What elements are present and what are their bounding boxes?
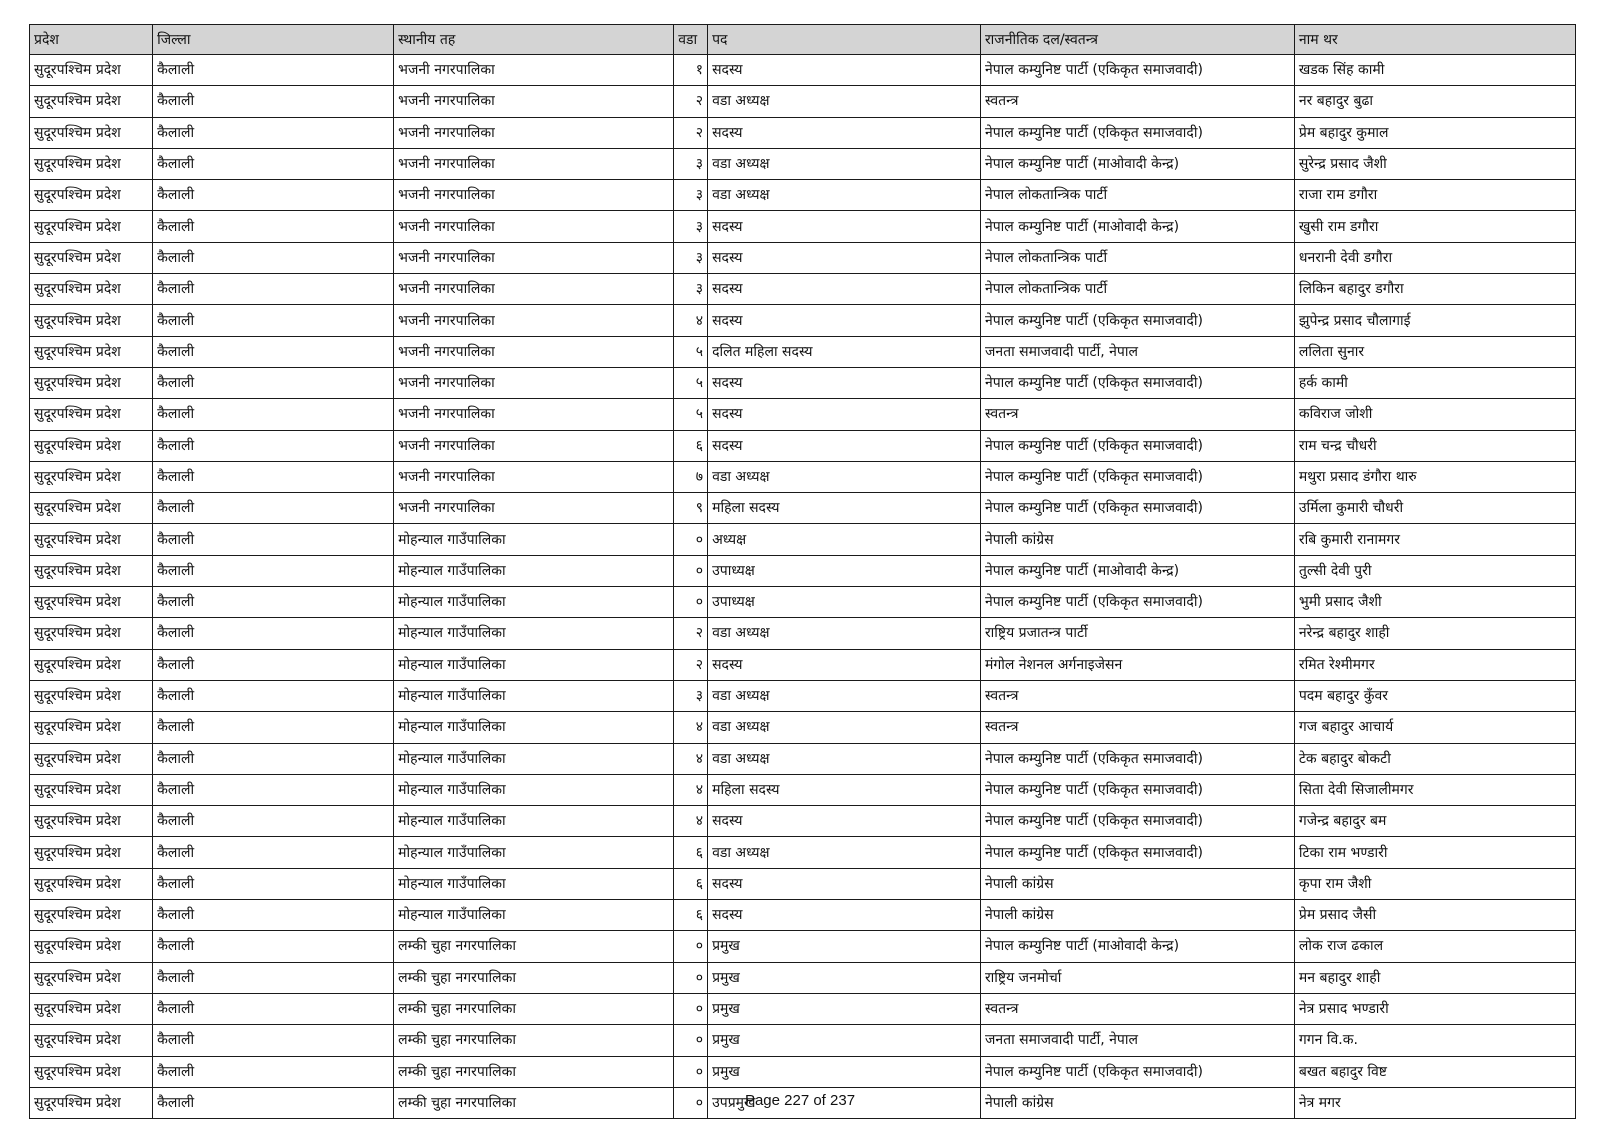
party-cell: नेपाल लोकतान्त्रिक पार्टी xyxy=(980,242,1294,273)
post-cell: प्रमुख xyxy=(708,962,981,993)
ward-cell: २ xyxy=(674,117,708,148)
header-party: राजनीतिक दल/स्वतन्त्र xyxy=(980,25,1294,55)
party-cell: जनता समाजवादी पार्टी, नेपाल xyxy=(980,1025,1294,1056)
local-level-cell: लम्की चुहा नगरपालिका xyxy=(394,931,674,962)
header-local-level: स्थानीय तह xyxy=(394,25,674,55)
table-row xyxy=(30,524,1576,555)
district-cell: कैलाली xyxy=(153,837,394,868)
table-row xyxy=(30,900,1576,931)
district-cell: कैलाली xyxy=(153,618,394,649)
table-row xyxy=(30,55,1576,86)
name-cell: टिका राम भण्डारी xyxy=(1294,837,1575,868)
province-cell: सुदूरपश्चिम प्रदेश xyxy=(30,399,153,430)
ward-cell: ३ xyxy=(674,180,708,211)
party-cell: नेपाल कम्युनिष्ट पार्टी (एकिकृत समाजवादी) xyxy=(980,367,1294,398)
province-cell: सुदूरपश्चिम प्रदेश xyxy=(30,649,153,680)
table-row xyxy=(30,649,1576,680)
table-row xyxy=(30,680,1576,711)
post-cell: सदस्य xyxy=(708,900,981,931)
table-row xyxy=(30,211,1576,242)
party-cell: राष्ट्रिय जनमोर्चा xyxy=(980,962,1294,993)
province-cell: सुदूरपश्चिम प्रदेश xyxy=(30,806,153,837)
name-cell: गज बहादुर आचार्य xyxy=(1294,712,1575,743)
results-table-container xyxy=(29,24,1576,1119)
ward-cell: ३ xyxy=(674,274,708,305)
table-row xyxy=(30,962,1576,993)
name-cell: मन बहादुर शाही xyxy=(1294,962,1575,993)
local-level-cell: लम्की चुहा नगरपालिका xyxy=(394,1056,674,1087)
party-cell: नेपाल कम्युनिष्ट पार्टी (एकिकृत समाजवादी) xyxy=(980,305,1294,336)
ward-cell: ० xyxy=(674,993,708,1024)
district-cell: कैलाली xyxy=(153,461,394,492)
province-cell: सुदूरपश्चिम प्रदेश xyxy=(30,868,153,899)
province-cell: सुदूरपश्चिम प्रदेश xyxy=(30,461,153,492)
header-row xyxy=(30,25,1576,55)
district-cell: कैलाली xyxy=(153,931,394,962)
party-cell: नेपाल कम्युनिष्ट पार्टी (एकिकृत समाजवादी) xyxy=(980,587,1294,618)
district-cell: कैलाली xyxy=(153,806,394,837)
name-cell: नेत्र मगर xyxy=(1294,1087,1575,1118)
party-cell: स्वतन्त्र xyxy=(980,712,1294,743)
province-cell: सुदूरपश्चिम प्रदेश xyxy=(30,712,153,743)
district-cell: कैलाली xyxy=(153,180,394,211)
name-cell: झुपेन्द्र प्रसाद चौलागाई xyxy=(1294,305,1575,336)
post-cell: सदस्य xyxy=(708,430,981,461)
header-province: प्रदेश xyxy=(30,25,153,55)
province-cell: सुदूरपश्चिम प्रदेश xyxy=(30,305,153,336)
district-cell: कैलाली xyxy=(153,900,394,931)
name-cell: धनरानी देवी डगौरा xyxy=(1294,242,1575,273)
table-row xyxy=(30,367,1576,398)
district-cell: कैलाली xyxy=(153,86,394,117)
province-cell: सुदूरपश्चिम प्रदेश xyxy=(30,86,153,117)
ward-cell: ५ xyxy=(674,367,708,398)
post-cell: सदस्य xyxy=(708,367,981,398)
party-cell: नेपाल लोकतान्त्रिक पार्टी xyxy=(980,274,1294,305)
ward-cell: ३ xyxy=(674,148,708,179)
party-cell: नेपाल कम्युनिष्ट पार्टी (एकिकृत समाजवादी) xyxy=(980,117,1294,148)
name-cell: टेक बहादुर बोकटी xyxy=(1294,743,1575,774)
province-cell: सुदूरपश्चिम प्रदेश xyxy=(30,962,153,993)
ward-cell: ३ xyxy=(674,242,708,273)
local-level-cell: मोहन्याल गाउँपालिका xyxy=(394,680,674,711)
province-cell: सुदूरपश्चिम प्रदेश xyxy=(30,430,153,461)
district-cell: कैलाली xyxy=(153,743,394,774)
table-row xyxy=(30,774,1576,805)
local-level-cell: भजनी नगरपालिका xyxy=(394,399,674,430)
district-cell: कैलाली xyxy=(153,680,394,711)
name-cell: पदम बहादुर कुँवर xyxy=(1294,680,1575,711)
name-cell: कविराज जोशी xyxy=(1294,399,1575,430)
province-cell: सुदूरपश्चिम प्रदेश xyxy=(30,1056,153,1087)
ward-cell: ३ xyxy=(674,680,708,711)
party-cell: स्वतन्त्र xyxy=(980,993,1294,1024)
name-cell: रबि कुमारी रानामगर xyxy=(1294,524,1575,555)
party-cell: नेपाली कांग्रेस xyxy=(980,524,1294,555)
ward-cell: २ xyxy=(674,86,708,117)
table-row xyxy=(30,117,1576,148)
header-name: नाम थर xyxy=(1294,25,1575,55)
table-row xyxy=(30,430,1576,461)
post-cell: सदस्य xyxy=(708,305,981,336)
table-row xyxy=(30,868,1576,899)
post-cell: वडा अध्यक्ष xyxy=(708,86,981,117)
district-cell: कैलाली xyxy=(153,117,394,148)
name-cell: प्रेम प्रसाद जैसी xyxy=(1294,900,1575,931)
ward-cell: ६ xyxy=(674,430,708,461)
name-cell: राम चन्द्र चौधरी xyxy=(1294,430,1575,461)
province-cell: सुदूरपश्चिम प्रदेश xyxy=(30,336,153,367)
local-level-cell: भजनी नगरपालिका xyxy=(394,461,674,492)
post-cell: प्रमुख xyxy=(708,1025,981,1056)
post-cell: उपप्रमुख xyxy=(708,1087,981,1118)
district-cell: कैलाली xyxy=(153,430,394,461)
post-cell: महिला सदस्य xyxy=(708,493,981,524)
table-row xyxy=(30,993,1576,1024)
ward-cell: ० xyxy=(674,587,708,618)
district-cell: कैलाली xyxy=(153,868,394,899)
post-cell: वडा अध्यक्ष xyxy=(708,712,981,743)
post-cell: प्रमुख xyxy=(708,931,981,962)
province-cell: सुदूरपश्चिम प्रदेश xyxy=(30,743,153,774)
party-cell: नेपाल कम्युनिष्ट पार्टी (एकिकृत समाजवादी) xyxy=(980,774,1294,805)
province-cell: सुदूरपश्चिम प्रदेश xyxy=(30,148,153,179)
name-cell: नर बहादुर बुढा xyxy=(1294,86,1575,117)
local-level-cell: मोहन्याल गाउँपालिका xyxy=(394,900,674,931)
post-cell: अध्यक्ष xyxy=(708,524,981,555)
district-cell: कैलाली xyxy=(153,649,394,680)
table-row xyxy=(30,743,1576,774)
district-cell: कैलाली xyxy=(153,524,394,555)
local-level-cell: भजनी नगरपालिका xyxy=(394,242,674,273)
party-cell: नेपाल कम्युनिष्ट पार्टी (माओवादी केन्द्र) xyxy=(980,148,1294,179)
province-cell: सुदूरपश्चिम प्रदेश xyxy=(30,931,153,962)
table-row xyxy=(30,555,1576,586)
header-ward: वडा xyxy=(674,25,708,55)
local-level-cell: भजनी नगरपालिका xyxy=(394,86,674,117)
name-cell: मथुरा प्रसाद डंगौरा थारु xyxy=(1294,461,1575,492)
table-row xyxy=(30,1056,1576,1087)
province-cell: सुदूरपश्चिम प्रदेश xyxy=(30,242,153,273)
ward-cell: ६ xyxy=(674,900,708,931)
ward-cell: ७ xyxy=(674,461,708,492)
name-cell: खुसी राम डगौरा xyxy=(1294,211,1575,242)
table-row xyxy=(30,493,1576,524)
table-row xyxy=(30,148,1576,179)
post-cell: प्रमुख xyxy=(708,993,981,1024)
ward-cell: ४ xyxy=(674,774,708,805)
name-cell: सुरेन्द्र प्रसाद जैशी xyxy=(1294,148,1575,179)
local-level-cell: भजनी नगरपालिका xyxy=(394,305,674,336)
page-number: Page 227 of 237 xyxy=(744,1092,856,1109)
district-cell: कैलाली xyxy=(153,274,394,305)
local-level-cell: भजनी नगरपालिका xyxy=(394,180,674,211)
district-cell: कैलाली xyxy=(153,587,394,618)
party-cell: स्वतन्त्र xyxy=(980,680,1294,711)
table-row xyxy=(30,837,1576,868)
table-row xyxy=(30,618,1576,649)
table-row xyxy=(30,399,1576,430)
post-cell: सदस्य xyxy=(708,274,981,305)
name-cell: गगन वि.क. xyxy=(1294,1025,1575,1056)
name-cell: ललिता सुनार xyxy=(1294,336,1575,367)
post-cell: प्रमुख xyxy=(708,1056,981,1087)
province-cell: सुदूरपश्चिम प्रदेश xyxy=(30,493,153,524)
name-cell: तुल्सी देवी पुरी xyxy=(1294,555,1575,586)
province-cell: सुदूरपश्चिम प्रदेश xyxy=(30,55,153,86)
name-cell: नेत्र प्रसाद भण्डारी xyxy=(1294,993,1575,1024)
province-cell: सुदूरपश्चिम प्रदेश xyxy=(30,680,153,711)
header-district: जिल्ला xyxy=(153,25,394,55)
province-cell: सुदूरपश्चिम प्रदेश xyxy=(30,993,153,1024)
local-level-cell: लम्की चुहा नगरपालिका xyxy=(394,1025,674,1056)
local-level-cell: भजनी नगरपालिका xyxy=(394,148,674,179)
local-level-cell: भजनी नगरपालिका xyxy=(394,55,674,86)
province-cell: सुदूरपश्चिम प्रदेश xyxy=(30,117,153,148)
district-cell: कैलाली xyxy=(153,993,394,1024)
local-level-cell: मोहन्याल गाउँपालिका xyxy=(394,774,674,805)
party-cell: नेपाल कम्युनिष्ट पार्टी (एकिकृत समाजवादी) xyxy=(980,743,1294,774)
name-cell: बखत बहादुर विष्ट xyxy=(1294,1056,1575,1087)
district-cell: कैलाली xyxy=(153,712,394,743)
ward-cell: ५ xyxy=(674,336,708,367)
ward-cell: ० xyxy=(674,1025,708,1056)
results-table xyxy=(29,24,1576,1119)
party-cell: नेपाल कम्युनिष्ट पार्टी (एकिकृत समाजवादी) xyxy=(980,430,1294,461)
local-level-cell: भजनी नगरपालिका xyxy=(394,367,674,398)
ward-cell: ० xyxy=(674,1056,708,1087)
table-row xyxy=(30,461,1576,492)
post-cell: सदस्य xyxy=(708,117,981,148)
post-cell: सदस्य xyxy=(708,242,981,273)
table-row xyxy=(30,274,1576,305)
district-cell: कैलाली xyxy=(153,305,394,336)
party-cell: स्वतन्त्र xyxy=(980,86,1294,117)
province-cell: सुदूरपश्चिम प्रदेश xyxy=(30,774,153,805)
ward-cell: २ xyxy=(674,618,708,649)
post-cell: वडा अध्यक्ष xyxy=(708,148,981,179)
local-level-cell: मोहन्याल गाउँपालिका xyxy=(394,712,674,743)
party-cell: नेपाल कम्युनिष्ट पार्टी (एकिकृत समाजवादी) xyxy=(980,461,1294,492)
table-row xyxy=(30,86,1576,117)
local-level-cell: मोहन्याल गाउँपालिका xyxy=(394,524,674,555)
post-cell: महिला सदस्य xyxy=(708,774,981,805)
district-cell: कैलाली xyxy=(153,399,394,430)
ward-cell: ६ xyxy=(674,837,708,868)
post-cell: सदस्य xyxy=(708,211,981,242)
district-cell: कैलाली xyxy=(153,242,394,273)
name-cell: हर्क कामी xyxy=(1294,367,1575,398)
local-level-cell: मोहन्याल गाउँपालिका xyxy=(394,806,674,837)
table-row xyxy=(30,242,1576,273)
district-cell: कैलाली xyxy=(153,962,394,993)
ward-cell: ४ xyxy=(674,305,708,336)
ward-cell: ५ xyxy=(674,399,708,430)
post-cell: वडा अध्यक्ष xyxy=(708,837,981,868)
table-row xyxy=(30,180,1576,211)
local-level-cell: भजनी नगरपालिका xyxy=(394,211,674,242)
name-cell: प्रेम बहादुर कुमाल xyxy=(1294,117,1575,148)
local-level-cell: भजनी नगरपालिका xyxy=(394,274,674,305)
local-level-cell: मोहन्याल गाउँपालिका xyxy=(394,743,674,774)
party-cell: नेपाल कम्युनिष्ट पार्टी (एकिकृत समाजवादी) xyxy=(980,1056,1294,1087)
post-cell: उपाध्यक्ष xyxy=(708,555,981,586)
province-cell: सुदूरपश्चिम प्रदेश xyxy=(30,1025,153,1056)
local-level-cell: भजनी नगरपालिका xyxy=(394,493,674,524)
local-level-cell: मोहन्याल गाउँपालिका xyxy=(394,587,674,618)
table-row xyxy=(30,336,1576,367)
party-cell: नेपाल कम्युनिष्ट पार्टी (माओवादी केन्द्र) xyxy=(980,931,1294,962)
district-cell: कैलाली xyxy=(153,148,394,179)
party-cell: राष्ट्रिय प्रजातन्त्र पार्टी xyxy=(980,618,1294,649)
name-cell: भुमी प्रसाद जैशी xyxy=(1294,587,1575,618)
local-level-cell: भजनी नगरपालिका xyxy=(394,336,674,367)
party-cell: नेपाल लोकतान्त्रिक पार्टी xyxy=(980,180,1294,211)
ward-cell: ० xyxy=(674,962,708,993)
local-level-cell: लम्की चुहा नगरपालिका xyxy=(394,1087,674,1118)
district-cell: कैलाली xyxy=(153,367,394,398)
district-cell: कैलाली xyxy=(153,55,394,86)
party-cell: नेपाली कांग्रेस xyxy=(980,900,1294,931)
party-cell: नेपाल कम्युनिष्ट पार्टी (एकिकृत समाजवादी) xyxy=(980,837,1294,868)
district-cell: कैलाली xyxy=(153,1056,394,1087)
party-cell: नेपाल कम्युनिष्ट पार्टी (एकिकृत समाजवादी) xyxy=(980,806,1294,837)
table-row xyxy=(30,305,1576,336)
post-cell: वडा अध्यक्ष xyxy=(708,680,981,711)
province-cell: सुदूरपश्चिम प्रदेश xyxy=(30,1087,153,1118)
name-cell: गजेन्द्र बहादुर बम xyxy=(1294,806,1575,837)
district-cell: कैलाली xyxy=(153,774,394,805)
province-cell: सुदूरपश्चिम प्रदेश xyxy=(30,618,153,649)
local-level-cell: भजनी नगरपालिका xyxy=(394,117,674,148)
table-row xyxy=(30,931,1576,962)
party-cell: नेपाल कम्युनिष्ट पार्टी (एकिकृत समाजवादी) xyxy=(980,55,1294,86)
party-cell: नेपाल कम्युनिष्ट पार्टी (माओवादी केन्द्र) xyxy=(980,211,1294,242)
table-body xyxy=(30,55,1576,1119)
name-cell: नरेन्द्र बहादुर शाही xyxy=(1294,618,1575,649)
province-cell: सुदूरपश्चिम प्रदेश xyxy=(30,524,153,555)
post-cell: वडा अध्यक्ष xyxy=(708,618,981,649)
table-row xyxy=(30,712,1576,743)
post-cell: उपाध्यक्ष xyxy=(708,587,981,618)
province-cell: सुदूरपश्चिम प्रदेश xyxy=(30,180,153,211)
province-cell: सुदूरपश्चिम प्रदेश xyxy=(30,211,153,242)
province-cell: सुदूरपश्चिम प्रदेश xyxy=(30,587,153,618)
district-cell: कैलाली xyxy=(153,336,394,367)
name-cell: राजा राम डगौरा xyxy=(1294,180,1575,211)
post-cell: वडा अध्यक्ष xyxy=(708,180,981,211)
province-cell: सुदूरपश्चिम प्रदेश xyxy=(30,837,153,868)
ward-cell: ० xyxy=(674,524,708,555)
ward-cell: ४ xyxy=(674,743,708,774)
table-row xyxy=(30,1025,1576,1056)
ward-cell: ३ xyxy=(674,211,708,242)
local-level-cell: भजनी नगरपालिका xyxy=(394,430,674,461)
table-row xyxy=(30,587,1576,618)
name-cell: कृपा राम जैशी xyxy=(1294,868,1575,899)
post-cell: वडा अध्यक्ष xyxy=(708,743,981,774)
table-row xyxy=(30,806,1576,837)
province-cell: सुदूरपश्चिम प्रदेश xyxy=(30,555,153,586)
post-cell: सदस्य xyxy=(708,649,981,680)
district-cell: कैलाली xyxy=(153,555,394,586)
local-level-cell: मोहन्याल गाउँपालिका xyxy=(394,837,674,868)
local-level-cell: मोहन्याल गाउँपालिका xyxy=(394,555,674,586)
local-level-cell: लम्की चुहा नगरपालिका xyxy=(394,962,674,993)
name-cell: लिकिन बहादुर डगौरा xyxy=(1294,274,1575,305)
province-cell: सुदूरपश्चिम प्रदेश xyxy=(30,274,153,305)
local-level-cell: मोहन्याल गाउँपालिका xyxy=(394,649,674,680)
district-cell: कैलाली xyxy=(153,493,394,524)
district-cell: कैलाली xyxy=(153,211,394,242)
header-post: पद xyxy=(708,25,981,55)
local-level-cell: मोहन्याल गाउँपालिका xyxy=(394,618,674,649)
name-cell: लोक राज ढकाल xyxy=(1294,931,1575,962)
post-cell: सदस्य xyxy=(708,399,981,430)
local-level-cell: लम्की चुहा नगरपालिका xyxy=(394,993,674,1024)
party-cell: नेपाल कम्युनिष्ट पार्टी (एकिकृत समाजवादी) xyxy=(980,493,1294,524)
party-cell: मंगोल नेशनल अर्गनाइजेसन xyxy=(980,649,1294,680)
ward-cell: ० xyxy=(674,931,708,962)
party-cell: नेपाली कांग्रेस xyxy=(980,1087,1294,1118)
local-level-cell: मोहन्याल गाउँपालिका xyxy=(394,868,674,899)
ward-cell: ६ xyxy=(674,868,708,899)
ward-cell: ४ xyxy=(674,806,708,837)
party-cell: नेपाली कांग्रेस xyxy=(980,868,1294,899)
ward-cell: ० xyxy=(674,555,708,586)
name-cell: खडक सिंह कामी xyxy=(1294,55,1575,86)
province-cell: सुदूरपश्चिम प्रदेश xyxy=(30,900,153,931)
party-cell: जनता समाजवादी पार्टी, नेपाल xyxy=(980,336,1294,367)
post-cell: वडा अध्यक्ष xyxy=(708,461,981,492)
ward-cell: १ xyxy=(674,55,708,86)
province-cell: सुदूरपश्चिम प्रदेश xyxy=(30,367,153,398)
ward-cell: ० xyxy=(674,1087,708,1118)
ward-cell: ४ xyxy=(674,712,708,743)
ward-cell: ९ xyxy=(674,493,708,524)
ward-cell: २ xyxy=(674,649,708,680)
district-cell: कैलाली xyxy=(153,1087,394,1118)
party-cell: स्वतन्त्र xyxy=(980,399,1294,430)
post-cell: सदस्य xyxy=(708,806,981,837)
post-cell: दलित महिला सदस्य xyxy=(708,336,981,367)
post-cell: सदस्य xyxy=(708,55,981,86)
post-cell: सदस्य xyxy=(708,868,981,899)
name-cell: सिता देवी सिजालीमगर xyxy=(1294,774,1575,805)
name-cell: रमित रेश्मीमगर xyxy=(1294,649,1575,680)
district-cell: कैलाली xyxy=(153,1025,394,1056)
name-cell: उर्मिला कुमारी चौधरी xyxy=(1294,493,1575,524)
party-cell: नेपाल कम्युनिष्ट पार्टी (माओवादी केन्द्र) xyxy=(980,555,1294,586)
